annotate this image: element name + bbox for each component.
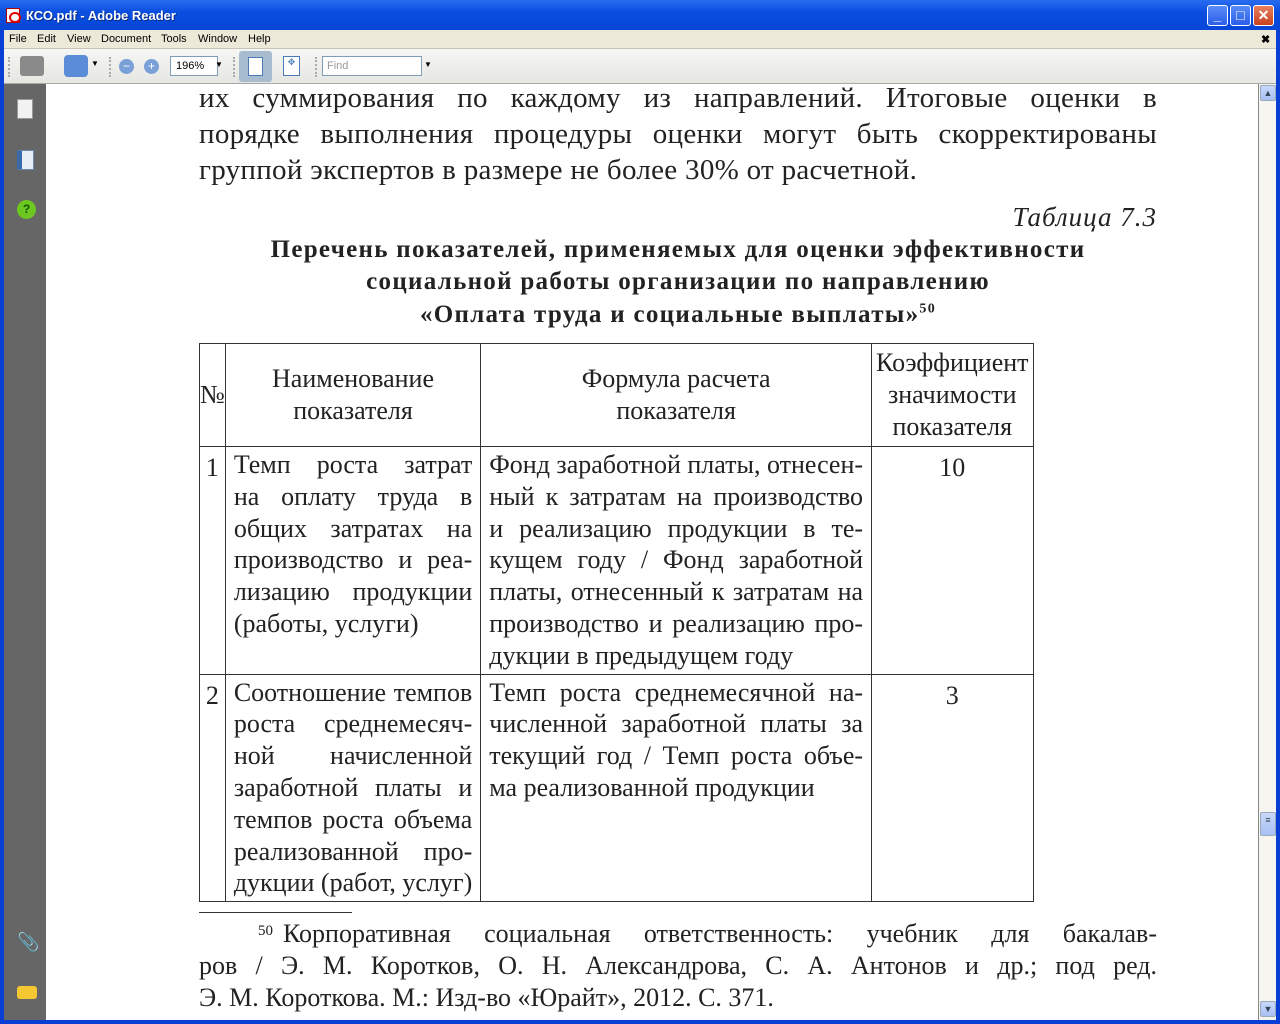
vertical-scrollbar[interactable] <box>1258 84 1276 1020</box>
scroll-up-icon[interactable]: ▲ <box>1260 85 1276 101</box>
toolbar-grip[interactable] <box>109 57 112 77</box>
zoom-out-icon[interactable]: − <box>119 59 134 74</box>
indicator-formula-cell <box>481 447 872 675</box>
bookmarks-icon[interactable] <box>17 150 34 170</box>
maximize-button[interactable]: □ <box>1230 5 1251 26</box>
body-text-line: группой экспертов в размере не более 30% от расчетной. <box>199 154 918 186</box>
indicator-name-line: Темп роста затрат <box>233 450 473 479</box>
indicator-formula-line: производство и реализацию про- <box>489 608 864 638</box>
menu-bar <box>4 30 1276 49</box>
title-text: «Оплата труда и социальные выплаты» <box>419 301 920 328</box>
print-icon[interactable] <box>20 56 44 76</box>
body-text-line: их суммирования по каждому из направлений. Итоговые оценки в <box>199 82 1157 114</box>
footnote-line <box>258 919 1157 949</box>
attachments-icon[interactable]: 📎 <box>17 932 40 952</box>
indicator-formula-line: и реализацию продукции в те- <box>489 513 864 543</box>
indicator-name-line: (работы, услуги) <box>233 608 419 638</box>
indicator-name-line: производство и реа- <box>233 545 473 575</box>
close-button[interactable]: ✕ <box>1253 5 1274 26</box>
table-header-row <box>200 344 1034 447</box>
indicator-name-line: роста среднемесяч- <box>233 709 473 739</box>
footnote-ref[interactable]: 50 <box>919 301 937 317</box>
table-title-line <box>166 301 1190 329</box>
indicator-formula-line: платы, отнесенный к затратам на <box>489 577 864 607</box>
menu-help[interactable]: Help <box>248 33 271 45</box>
coefficient-value: 3 <box>872 674 1033 902</box>
row-number: 1 <box>200 447 226 675</box>
close-document-icon[interactable]: ✖ <box>1261 34 1271 46</box>
zoom-in-icon[interactable]: + <box>144 59 159 74</box>
indicator-name-line: реализованной про- <box>233 836 473 866</box>
header-number: № <box>200 344 226 447</box>
header-name: Наименование показателя <box>225 344 480 447</box>
indicator-name-line: Соотношение темпов <box>233 677 473 707</box>
header-coefficient: Коэффициент значимости показателя <box>872 344 1033 447</box>
zoom-dropdown-icon[interactable]: ▼ <box>215 60 223 69</box>
indicator-name-line: лизацию продукции <box>233 577 473 607</box>
indicators-table <box>199 343 1034 902</box>
row-number: 2 <box>200 674 226 902</box>
comments-icon[interactable] <box>17 986 37 999</box>
fit-page-icon[interactable]: ✥ <box>283 56 300 76</box>
pdf-app-icon <box>6 8 20 23</box>
menu-tools[interactable]: Tools <box>161 33 187 45</box>
indicator-formula-line: дукции в предыдущем году <box>489 640 794 670</box>
indicator-name-line: дукции (работ, услуг) <box>233 868 473 898</box>
table-caption: Таблица 7.3 <box>1012 202 1157 232</box>
table-title-line: социальной работы организации по направлению <box>366 268 990 295</box>
coefficient-value: 10 <box>872 447 1033 675</box>
navigation-panel <box>4 84 46 1020</box>
menu-view[interactable]: View <box>67 33 91 45</box>
indicator-formula-line: ма реализованной продукции <box>489 772 815 802</box>
find-dropdown-icon[interactable]: ▼ <box>424 60 432 69</box>
toolbar-grip[interactable] <box>8 57 11 77</box>
collaborate-dropdown-icon[interactable]: ▼ <box>91 59 99 68</box>
menu-file[interactable]: File <box>9 33 27 45</box>
menu-document[interactable]: Document <box>101 33 152 45</box>
indicator-formula-line: Фонд заработной платы, отнесен- <box>489 450 864 479</box>
indicator-formula-cell <box>481 674 872 902</box>
menu-window[interactable]: Window <box>198 33 238 45</box>
indicator-name-line: ной начисленной <box>233 741 473 771</box>
indicator-name-line: темпов роста объема <box>233 804 473 834</box>
footnote-number: 50 <box>258 923 273 939</box>
fit-width-button[interactable] <box>239 51 272 82</box>
pages-icon[interactable] <box>17 99 33 119</box>
document-page <box>46 82 1273 1020</box>
zoom-input[interactable]: 196% <box>170 56 218 76</box>
indicator-name-line: на оплату труда в <box>233 481 473 511</box>
indicator-name-cell <box>225 447 480 675</box>
header-formula: Формула расчета показателя <box>481 344 872 447</box>
find-input[interactable]: Find <box>322 56 422 76</box>
title-bar <box>0 0 1280 30</box>
indicator-formula-line: кущем году / Фонд заработной <box>489 545 864 575</box>
indicator-name-cell <box>225 674 480 902</box>
collaborate-icon[interactable] <box>64 55 88 77</box>
toolbar-grip[interactable] <box>315 57 318 77</box>
window-title: КСО.pdf - Adobe Reader <box>26 8 176 23</box>
menu-edit[interactable]: Edit <box>37 33 56 45</box>
minimize-button[interactable]: _ <box>1207 5 1228 26</box>
table-title-line: Перечень показателей, применяемых для оценки эффективности <box>270 236 1086 263</box>
footnote-line: ров / Э. М. Коротков, О. Н. Александрова, С. А. Антонов и др.; под ред. <box>199 951 1157 980</box>
scroll-down-icon[interactable]: ▼ <box>1260 1001 1276 1017</box>
toolbar-grip[interactable] <box>233 57 236 77</box>
indicator-formula-line: численной заработной платы за <box>489 709 864 739</box>
footnote-separator <box>199 912 352 913</box>
indicator-formula-line: текущий год / Темп роста объе- <box>489 741 864 771</box>
table-row <box>200 447 1034 675</box>
indicator-name-line: общих затратах на <box>233 513 473 543</box>
help-icon[interactable]: ? <box>17 200 36 219</box>
toolbar <box>4 49 1276 84</box>
footnote-line: Э. М. Короткова. М.: Изд-во «Юрайт», 2012. С. 371. <box>199 983 774 1012</box>
indicator-formula-line: ный к затратам на производство <box>489 481 864 511</box>
table-row <box>200 674 1034 902</box>
indicator-name-line: заработной платы и <box>233 772 473 802</box>
footnote-text: Корпоративная социальная ответственность: учебник для бакалав- <box>283 919 1157 948</box>
scroll-thumb[interactable]: ≡ <box>1260 812 1276 836</box>
indicator-formula-line: Темп роста среднемесячной на- <box>489 677 864 707</box>
body-text-line: порядке выполнения процедуры оценки могут быть скорректированы <box>199 118 1157 150</box>
